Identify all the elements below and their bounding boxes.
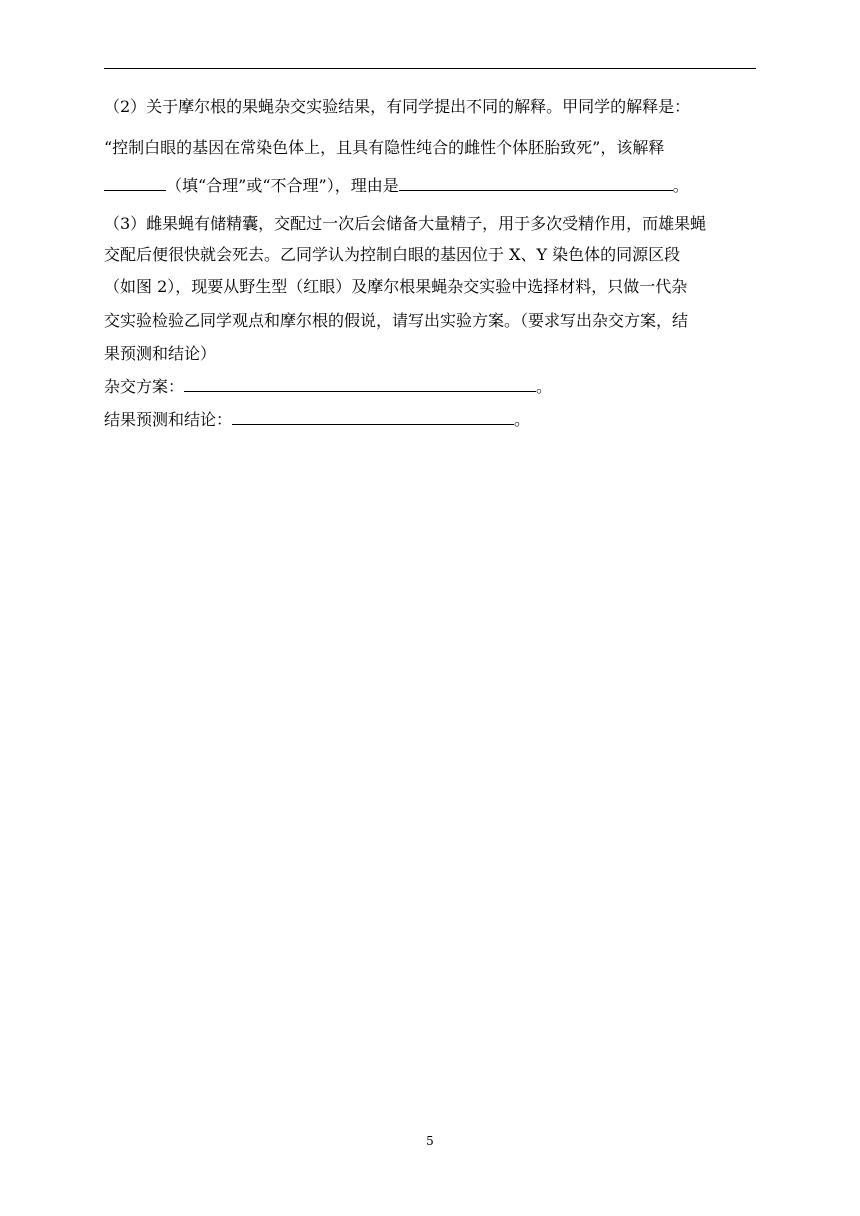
hybrid-scheme-label: 杂交方案： — [104, 377, 185, 396]
question-2-line-3-text: （填“合理”或“不合理”），理由是 — [166, 176, 399, 195]
answer-blank-result[interactable] — [232, 410, 514, 425]
question-2-line-3 — [104, 176, 764, 196]
answer-blank-scheme[interactable] — [184, 377, 536, 392]
question-3-line-4: 交实验检验乙同学观点和摩尔根的假说，请写出实验方案。（要求写出杂交方案，结 — [104, 311, 689, 330]
question-2-line-1: （2）关于摩尔根的果蝇杂交实验结果，有同学提出不同的解释。甲同学的解释是： — [104, 97, 691, 116]
result-prediction-end: 。 — [514, 410, 531, 429]
question-3-line-3: （如图 2），现要从野生型（红眼）及摩尔根果蝇杂交实验中选择材料，只做一代杂 — [104, 277, 688, 296]
result-prediction-line — [104, 410, 764, 430]
question-3-line-2: 交配后便很快就会死去。乙同学认为控制白眼的基因位于 X、Y 染色体的同源区段 — [104, 245, 681, 264]
question-2-line-2: “控制白眼的基因在常染色体上，且具有隐性纯合的雌性个体胚胎致死”，该解释 — [104, 138, 665, 157]
question-2-line-3-end: 。 — [672, 176, 689, 195]
answer-blank-reasonable[interactable] — [104, 176, 166, 191]
hybrid-scheme-line — [104, 377, 764, 397]
answer-blank-reason[interactable] — [399, 176, 673, 191]
hybrid-scheme-end: 。 — [536, 377, 553, 396]
question-3-line-5: 果预测和结论） — [104, 344, 217, 363]
page-number: 5 — [426, 1134, 434, 1148]
result-prediction-label: 结果预测和结论： — [104, 410, 233, 429]
question-3-line-1: （3）雌果蝇有储精囊，交配过一次后会储备大量精子，用于多次受精作用，而雄果蝇 — [104, 214, 707, 233]
header-rule — [104, 68, 756, 69]
